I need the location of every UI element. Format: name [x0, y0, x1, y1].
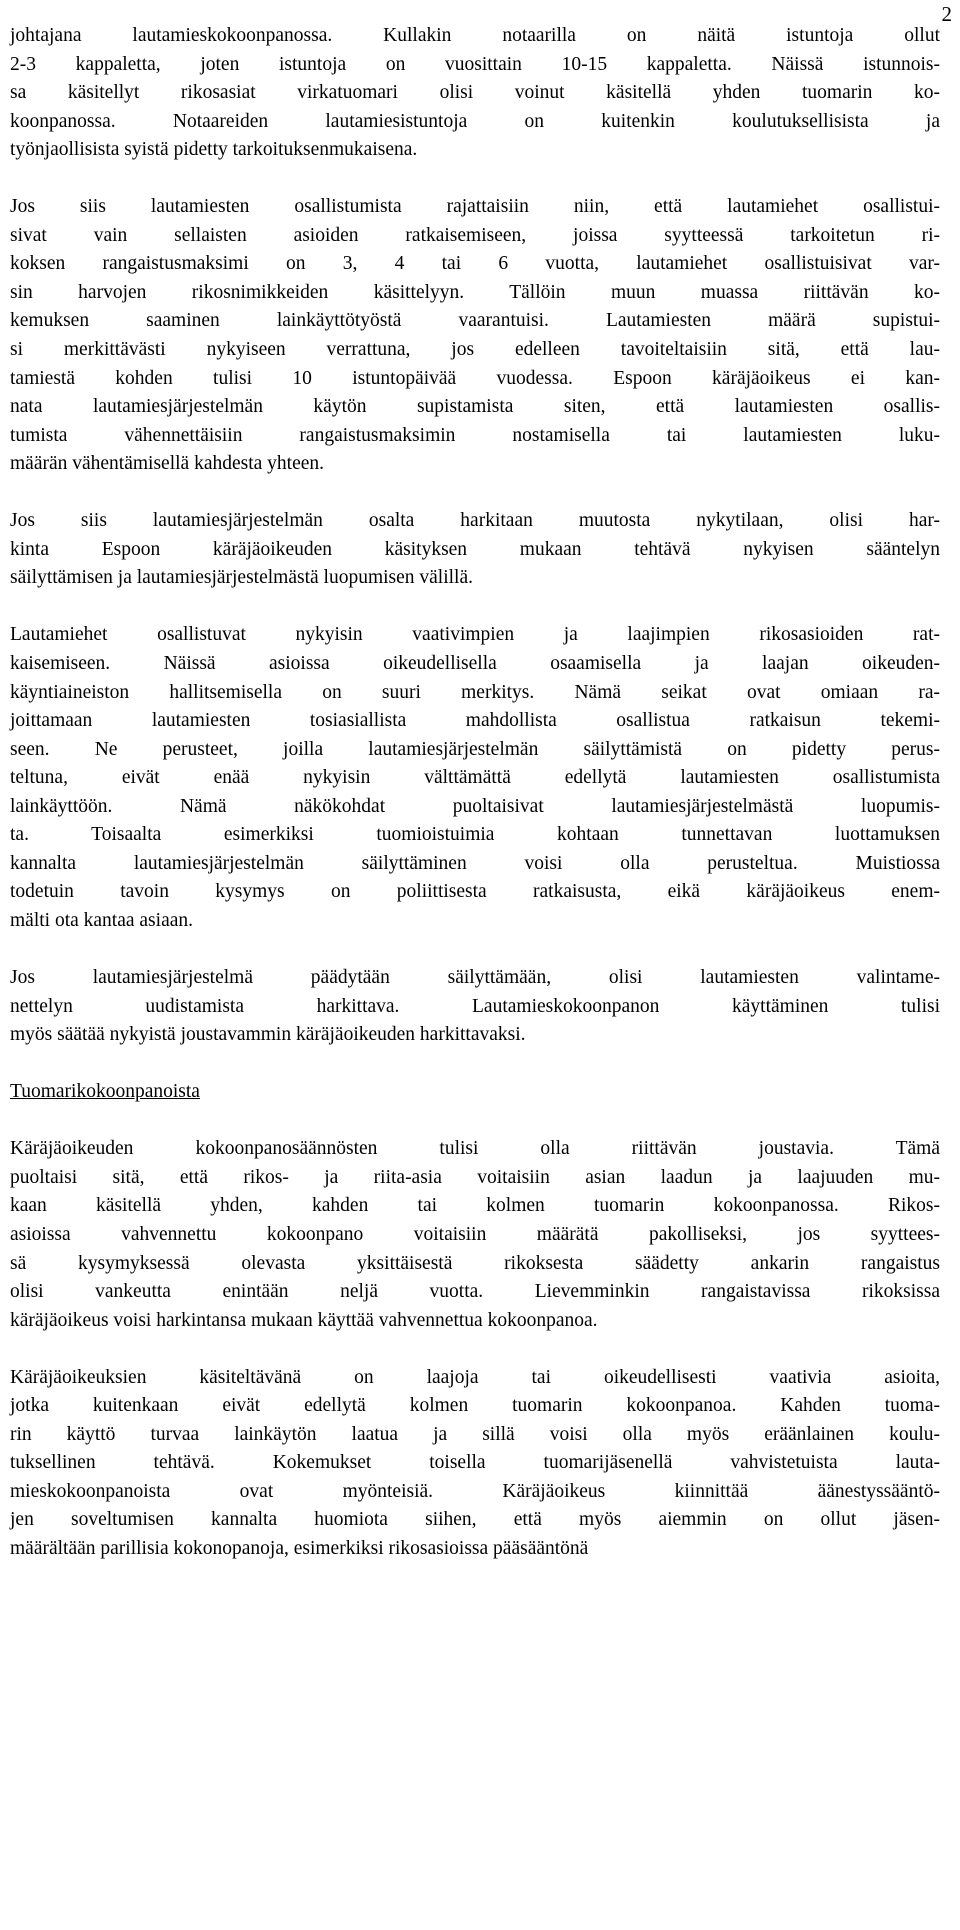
text-line: säilyttämisen ja lautamiesjärjestelmästä luopumisen välillä.	[10, 567, 474, 589]
text-line: Jos siis lautamiesjärjestelmän osalta harkitaan muutosta nykytilaan, olisi har-	[10, 510, 940, 532]
paragraph	[10, 1135, 940, 1335]
text-line: kaisemiseen. Näissä asioissa oikeudellisella osaamisella ja laajan oikeuden-	[10, 653, 940, 675]
text-line: rin käyttö turvaa lainkäytön laatua ja sillä voisi olla myös eräänlainen koulu-	[10, 1423, 940, 1445]
paragraph-gap	[10, 936, 940, 965]
text-line: asioissa vahvennettu kokoonpano voitaisiin määrätä pakolliseksi, jos syyttees-	[10, 1223, 940, 1245]
text-line: tumista vähennettäisiin rangaistusmaksimin nostamisella tai lautamiesten luku-	[10, 424, 940, 446]
paragraph	[10, 1364, 940, 1564]
text-line: kannalta lautamiesjärjestelmän säilyttäminen voisi olla perusteltua. Muistiossa	[10, 852, 940, 874]
text-line: Käräjäoikeuden kokoonpanosäännösten tulisi olla riittävän joustavia. Tämä	[10, 1138, 940, 1160]
paragraph	[10, 621, 940, 935]
text-line: määrältään parillisia kokonopanoja, esimerkiksi rikosasioissa pääsääntönä	[10, 1537, 589, 1559]
text-line: Jos siis lautamiesten osallistumista rajattaisiin niin, että lautamiehet osallistui-	[10, 196, 940, 218]
paragraph-gap	[10, 479, 940, 508]
paragraph-gap	[10, 593, 940, 622]
paragraph	[10, 22, 940, 165]
paragraph	[10, 193, 940, 478]
text-line: si merkittävästi nykyiseen verrattuna, jos edelleen tavoiteltaisiin sitä, että lau-	[10, 339, 940, 361]
paragraph	[10, 964, 940, 1050]
text-line: ta. Toisaalta esimerkiksi tuomioistuimia kohtaan tunnettavan luottamuksen	[10, 824, 940, 846]
text-line: kinta Espoon käräjäoikeuden käsityksen mukaan tehtävä nykyisen sääntelyn	[10, 538, 940, 560]
text-line: määrän vähentämisellä kahdesta yhteen.	[10, 453, 325, 475]
text-line: mieskokoonpanoista ovat myönteisiä. Käräjäoikeus kiinnittää äänestyssääntö-	[10, 1480, 940, 1502]
text-line: sivat vain sellaisten asioiden ratkaisemiseen, joissa syytteessä tarkoitetun ri-	[10, 224, 940, 246]
text-line: olisi vankeutta enintään neljä vuotta. Lievemminkin rangaistavissa rikoksissa	[10, 1281, 940, 1303]
text-line: Käräjäoikeuksien käsiteltävänä on laajoja tai oikeudellisesti vaativia asioita,	[10, 1366, 940, 1388]
text-line: myös säätää nykyistä joustavammin käräjäoikeuden harkittavaksi.	[10, 1024, 526, 1046]
text-line: sä kysymyksessä olevasta yksittäisestä rikoksesta säädetty ankarin rangaistus	[10, 1252, 940, 1274]
text-line: koonpanossa. Notaareiden lautamiesistuntoja on kuitenkin koulutuksellisista ja	[10, 110, 940, 132]
page-number: 2	[941, 2, 952, 26]
text-line: käräjäoikeus voisi harkintansa mukaan käyttää vahvennettua kokoonpanoa.	[10, 1309, 598, 1331]
document-body	[10, 22, 940, 1564]
text-line: todetuin tavoin kysymys on poliittisesta ratkaisusta, eikä käräjäoikeus enem-	[10, 881, 940, 903]
text-line: sin harvojen rikosnimikkeiden käsittelyyn. Tällöin muun muassa riittävän ko-	[10, 281, 940, 303]
text-line: nettelyn uudistamista harkittava. Lautamieskokoonpanon käyttäminen tulisi	[10, 995, 940, 1017]
paragraph-gap	[10, 165, 940, 194]
text-line: jen soveltumisen kannalta huomiota siihen, että myös aiemmin on ollut jäsen-	[10, 1509, 940, 1531]
text-line: puoltaisi sitä, että rikos- ja riita-asia voitaisiin asian laadun ja laajuuden mu-	[10, 1166, 940, 1188]
text-line: tuksellinen tehtävä. Kokemukset toisella tuomarijäsenellä vahvistetuista lauta-	[10, 1452, 940, 1474]
text-line: jotka kuitenkaan eivät edellytä kolmen tuomarin kokoonpanoa. Kahden tuoma-	[10, 1395, 940, 1417]
text-line: koksen rangaistusmaksimi on 3, 4 tai 6 vuotta, lautamiehet osallistuisivat var-	[10, 253, 940, 275]
text-line: nata lautamiesjärjestelmän käytön supistamista siten, että lautamiesten osallis-	[10, 396, 940, 418]
text-line: seen. Ne perusteet, joilla lautamiesjärjestelmän säilyttämistä on pidetty perus-	[10, 738, 940, 760]
text-line: teltuna, eivät enää nykyisin välttämättä edellytä lautamiesten osallistumista	[10, 767, 940, 789]
paragraph-gap	[10, 1335, 940, 1364]
text-line: Jos lautamiesjärjestelmä päädytään säilyttämään, olisi lautamiesten valintame-	[10, 967, 940, 989]
paragraph-gap	[10, 1050, 940, 1079]
text-line: lainkäyttöön. Nämä näkökohdat puoltaisivat lautamiesjärjestelmästä luopumis-	[10, 795, 940, 817]
text-line: Tuomarikokoonpanoista	[10, 1081, 200, 1103]
text-line: sa käsitellyt rikosasiat virkatuomari olisi voinut käsitellä yhden tuomarin ko-	[10, 82, 940, 104]
text-line: mälti ota kantaa asiaan.	[10, 909, 194, 931]
text-line: kaan käsitellä yhden, kahden tai kolmen tuomarin kokoonpanossa. Rikos-	[10, 1195, 940, 1217]
text-line: tamiestä kohden tulisi 10 istuntopäivää vuodessa. Espoon käräjäoikeus ei kan-	[10, 367, 940, 389]
section-heading	[10, 1078, 940, 1107]
paragraph-gap	[10, 1107, 940, 1136]
text-line: 2-3 kappaletta, joten istuntoja on vuosittain 10-15 kappaletta. Näissä istunnois-	[10, 53, 940, 75]
text-line: Lautamiehet osallistuvat nykyisin vaativimpien ja laajimpien rikosasioiden rat-	[10, 624, 940, 646]
text-line: kemuksen saaminen lainkäyttötyöstä vaarantuisi. Lautamiesten määrä supistui-	[10, 310, 940, 332]
text-line: käyntiaineiston hallitsemisella on suuri merkitys. Nämä seikat ovat omiaan ra-	[10, 681, 940, 703]
paragraph	[10, 507, 940, 593]
text-line: työnjaollisista syistä pidetty tarkoituksenmukaisena.	[10, 139, 418, 161]
text-line: joittamaan lautamiesten tosiasiallista mahdollista osallistua ratkaisun tekemi-	[10, 710, 940, 732]
text-line: johtajana lautamieskokoonpanossa. Kullakin notaarilla on näitä istuntoja ollut	[10, 25, 940, 46]
